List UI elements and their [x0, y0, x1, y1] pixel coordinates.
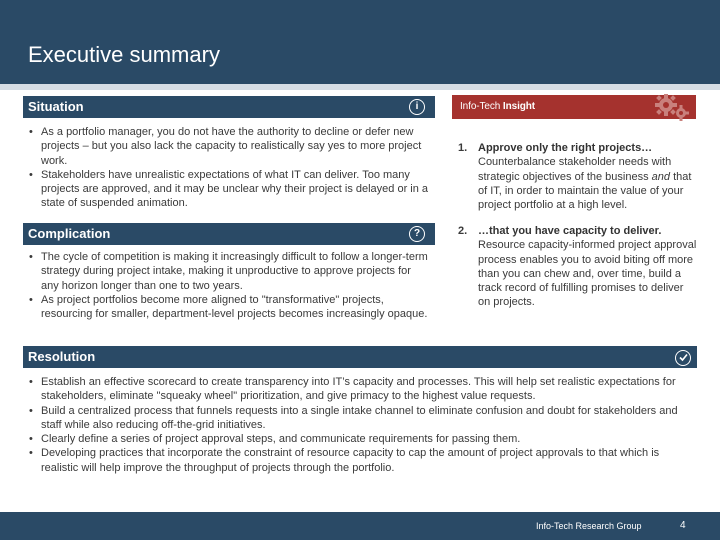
- slide-header: [0, 0, 720, 84]
- insight-item-number: 1.: [458, 142, 468, 154]
- insight-label: [460, 101, 535, 112]
- insight-label-strong: Insight: [502, 101, 535, 112]
- list-item: • Stakeholders have unrealistic expectations of what IT can deliver. Too many projects are approved, and it may be unclear why their project is delayed or in a state of suspended animation.: [25, 168, 431, 211]
- page-title: Executive summary: [28, 42, 220, 67]
- list-item: • Developing practices that incorporate the constraint of resource capacity to cap the amount of project approvals to that which is realistic will help improve the throughput of projects through the portfolio.: [25, 446, 691, 475]
- insight-item-heading: …that you have capacity to deliver.: [478, 225, 662, 237]
- check-mark-icon: [677, 351, 690, 364]
- insight-item-body: [458, 224, 698, 310]
- insight-banner: [452, 95, 696, 119]
- check-circle-icon: [675, 350, 691, 366]
- resolution-bullets: [25, 375, 691, 475]
- insight-item-number: 2.: [458, 225, 468, 237]
- situation-bullets: [25, 125, 431, 211]
- slide-footer: [0, 512, 720, 540]
- list-item: • The cycle of competition is making it increasingly difficult to follow a longer-term strategy during project intake, making it unproductive to approve projects for any horizon longer than one to two years.: [25, 250, 431, 293]
- footer-company: Info-Tech Research Group: [536, 521, 642, 531]
- situation-bar: [23, 96, 435, 118]
- complication-bar: [23, 223, 435, 245]
- info-icon: i: [409, 99, 425, 115]
- insight-item-body: [458, 141, 698, 212]
- insight-item-text: Resource capacity-informed project approval process enables you to avoid biting off more than you can chew and, over time, build a track record of fulfilling promises to deliver on projects.: [478, 239, 697, 309]
- insight-item-text: that of IT, in order to maintain the value of your project portfolio at a high level.: [478, 170, 692, 212]
- insight-item-emphasis: and: [651, 170, 671, 183]
- insight-item-heading: Approve only the right projects…: [478, 142, 653, 154]
- list-item: • As a portfolio manager, you do not have the authority to decline or defer new projects – but you also lack the capacity to realistically say yes to more project work.: [25, 125, 431, 168]
- resolution-heading: Resolution: [28, 349, 96, 364]
- insight-item-2: [458, 224, 698, 310]
- page-number: 4: [680, 520, 686, 531]
- header-divider: [0, 84, 720, 90]
- list-item: • Build a centralized process that funnels requests into a single intake channel to eliminate confusion and doubt for stakeholders and staff while also reducing off-the-grid initiatives.: [25, 404, 691, 433]
- insight-item-text: Counterbalance stakeholder needs with strategic objectives of the business: [478, 156, 672, 183]
- insight-item-1: [458, 141, 698, 212]
- situation-heading: Situation: [28, 99, 84, 114]
- question-icon: ?: [409, 226, 425, 242]
- list-item: • Clearly define a series of project approval steps, and communicate requirements for passing them.: [25, 432, 691, 446]
- complication-bullets: [25, 250, 431, 321]
- resolution-bar: [23, 346, 697, 368]
- list-item: • Establish an effective scorecard to create transparency into IT’s capacity and processes. This will help set realistic expectations for stakeholders, eliminate "squeaky wheel" prioritization, and give primacy to the highest value requests.: [25, 375, 691, 404]
- list-item: • As project portfolios become more aligned to "transformative" projects, resourcing for smaller, department-level projects becomes increasingly opaque.: [25, 293, 431, 322]
- insight-label-prefix: Info-Tech: [460, 101, 501, 112]
- gears-icon: [654, 93, 690, 121]
- complication-heading: Complication: [28, 226, 111, 241]
